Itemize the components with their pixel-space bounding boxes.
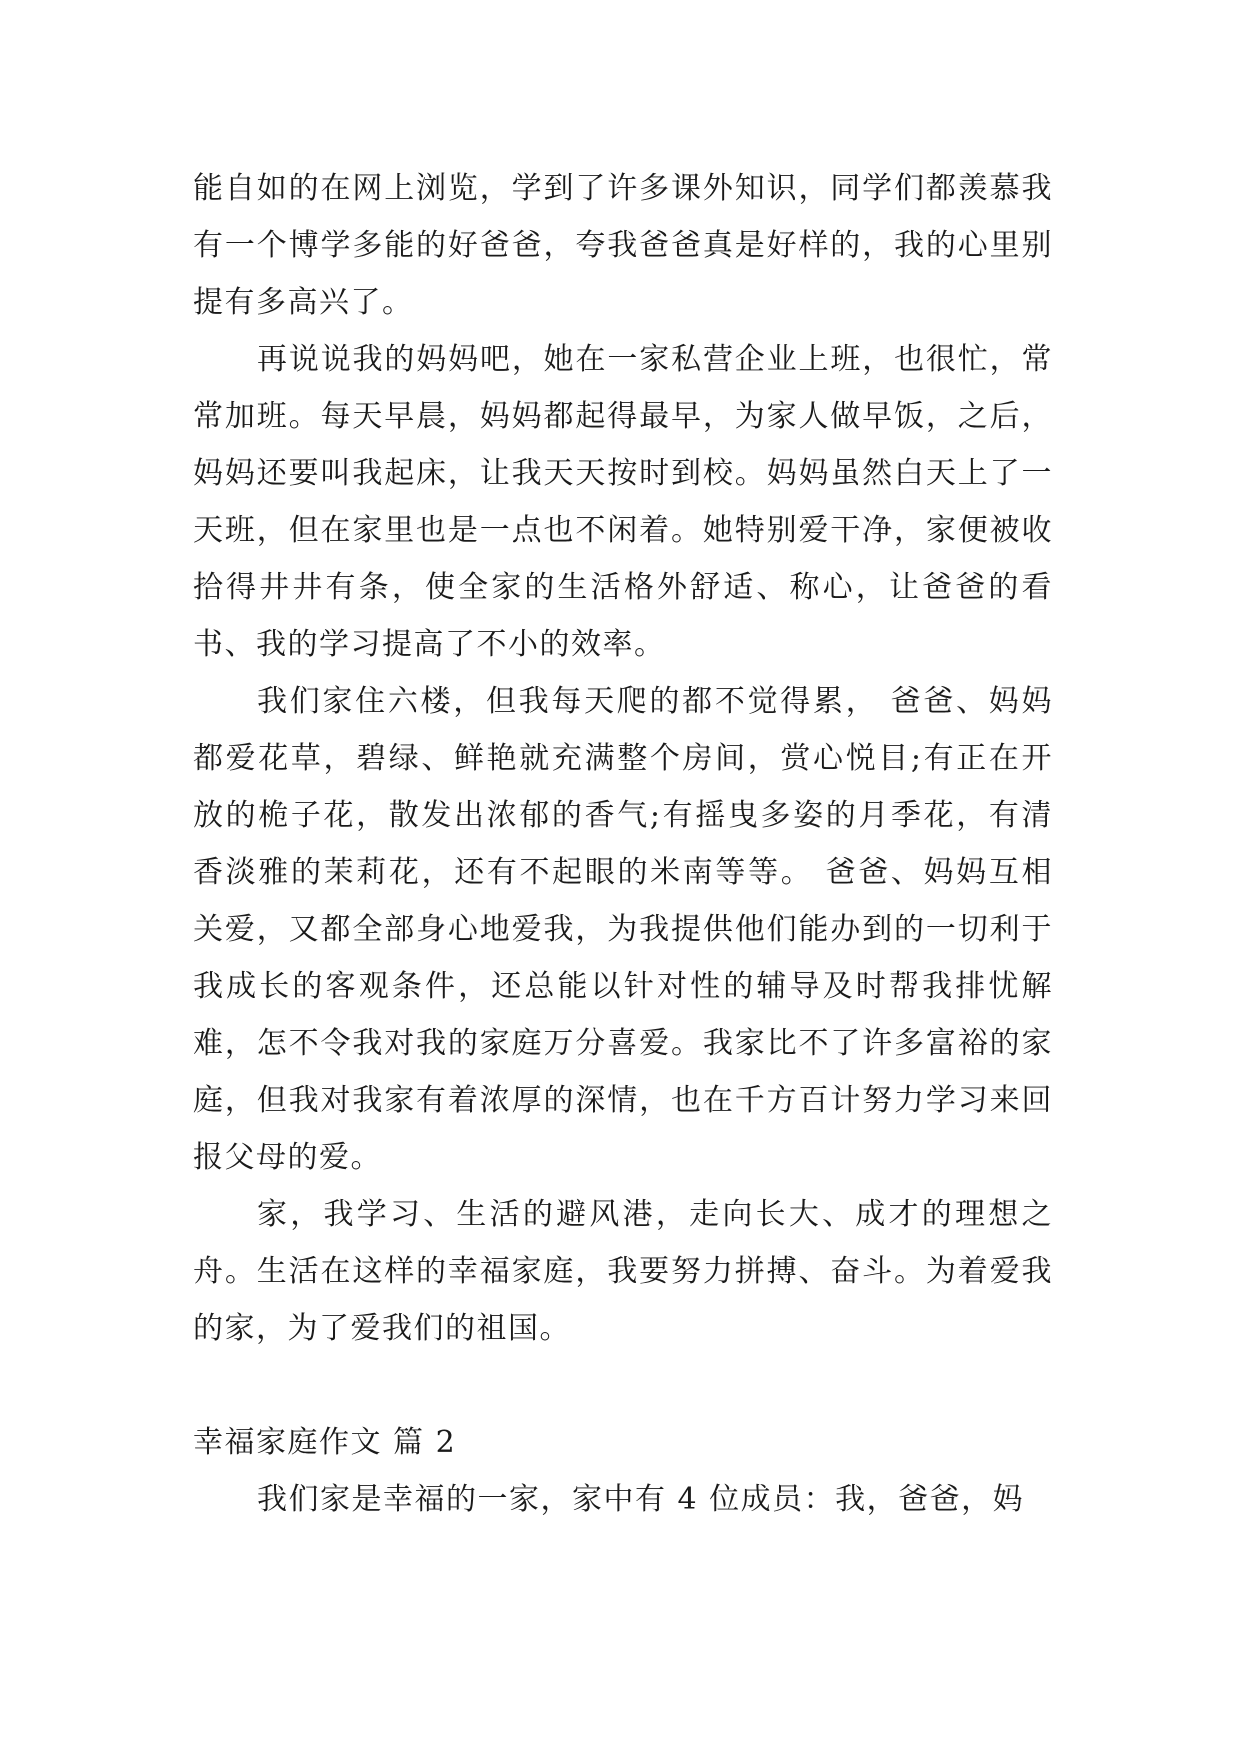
section-heading: 幸福家庭作文 篇 2 [193, 1425, 457, 1460]
paragraph-conclusion: 家，我学习、生活的避风港，走向长大、成才的理想之舟。生活在这样的幸福家庭，我要努力拼搏、奋斗。为着爱我的家，为了爱我们的祖国。 [193, 1197, 1053, 1346]
paragraph-home-flowers: 我们家住六楼，但我每天爬的都不觉得累， 爸爸、妈妈都爱花草，碧绿、鲜艳就充满整个房间，赏心悦目;有正在开放的桅子花，散发出浓郁的香气;有摇曳多姿的月季花，有清香淡雅的茉莉花，还有不起眼的米南等等。 爸爸、妈妈互相关爱，又都全部身心地爱我，为我提供他们能办到的一切利于我成长的客观条件，还总能以针对性的辅导及时帮我排忧解难，怎不令我对我的家庭万分喜爱。我家比不了许多富裕的家庭，但我对我家有着浓厚的深情，也在千方百计努力学习来回报父母的爱。 [193, 684, 1053, 1175]
paragraph-continuation: 能自如的在网上浏览，学到了许多课外知识，同学们都羡慕我有一个博学多能的好爸爸，夸我爸爸真是好样的，我的心里别提有多高兴了。 [193, 171, 1053, 320]
paragraph-section2-intro: 我们家是幸福的一家，家中有 4 位成员：我，爸爸，妈 [257, 1482, 1025, 1517]
paragraph-mother: 再说说我的妈妈吧，她在一家私营企业上班，也很忙，常常加班。每天早晨，妈妈都起得最早，为家人做早饭，之后，妈妈还要叫我起床，让我天天按时到校。妈妈虽然白天上了一天班，但在家里也是一点也不闲着。她特别爱干净，家便被收拾得井井有条，使全家的生活格外舒适、称心，让爸爸的看书、我的学习提高了不小的效率。 [193, 342, 1053, 662]
document-body [193, 160, 1053, 1528]
